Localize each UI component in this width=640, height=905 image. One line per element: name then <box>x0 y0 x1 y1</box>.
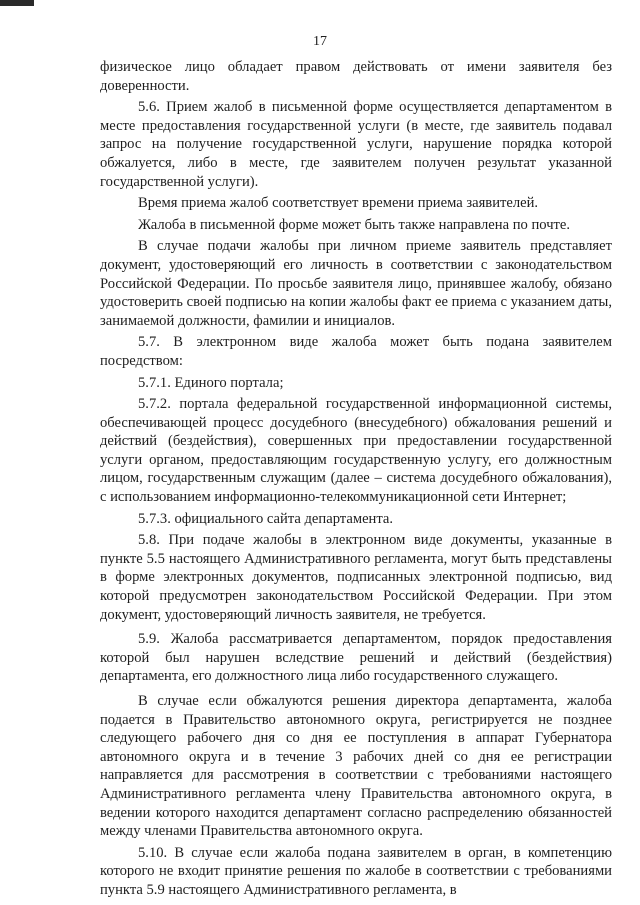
paragraph-5-9: 5.9. Жалоба рассматривается департаментом, порядок предоставления которой был нарушен вследствие решений и действий (бездействия) департамента, его должностного лица либо государственного служащего. <box>100 631 612 685</box>
paragraph-5-10: 5.10. В случае если жалоба подана заявителем в орган, в компетенцию которого не входит принятие решения по жалобе в соответствии с требованиями пункта 5.9 настоящего Административного регламента, в <box>100 844 612 898</box>
document-body <box>100 58 612 903</box>
paragraph-reception-time: Время приема жалоб соответствует времени приема заявителей. <box>138 195 539 212</box>
paragraph-5-7: 5.7. В электронном виде жалоба может быть подана заявителем посредством: <box>100 334 612 369</box>
paragraph-5-7-1: 5.7.1. Единого портала; <box>138 374 284 391</box>
paragraph-5-7-2: 5.7.2. портала федеральной государственной информационной системы, обеспечивающей процесс досудебного (внесудебного) обжалования решений и действий (бездействия), совершенных при предоставлении государственной услуги органом, предоставляющим государственную услугу, его должностным лицом, государственным служащим (далее – система досудебного обжалования), с использованием информационно-телекоммуникационной сети Интернет; <box>100 396 612 506</box>
paragraph-personal-reception: В случае подачи жалобы при личном приеме заявитель представляет документ, удостоверяющий его личность в соответствии с законодательством Российской Федерации. По просьбе заявителя лицо, принявшее жалобу, обязано удостоверить своей подписью на копии жалобы факт ее приема с указанием даты, занимаемой должности, фамилии и инициалов. <box>100 238 612 329</box>
paragraph-postal-complaint: Жалоба в письменной форме может быть также направлена по почте. <box>138 216 571 233</box>
paragraph-director-decisions: В случае если обжалуются решения директора департамента, жалоба подается в Правительство автономного округа, регистрируется не позднее следующего рабочего дня со дня ее поступления в аппарат Губернатора автономного округа и в течение 3 рабочих дней со дня ее регистрации направляется для рассмотрения в соответствии с требованиями настоящего Административного регламента члену Правительства автономного округа, в ведении которого находится департамент согласно распределению обязанностей между членами Правительства автономного округа. <box>100 693 612 840</box>
scan-edge-mark <box>0 0 34 6</box>
paragraph-5-6: 5.6. Прием жалоб в письменной форме осуществляется департаментом в месте предоставления государственной услуги (в месте, где заявитель подавал запрос на получение государственной услуги, нарушение порядка которой обжалуется, либо в месте, где заявителем получен результат указанной государственной услуги). <box>100 99 612 190</box>
paragraph-5-8: 5.8. При подаче жалобы в электронном виде документы, указанные в пункте 5.5 настоящего Административного регламента, могут быть представлены в форме электронных документов, подписанных электронной подписью, вид которой предусмотрен законодательством Российской Федерации. При этом документ, удостоверяющий личность заявителя, не требуется. <box>100 532 612 623</box>
page-number: 17 <box>313 34 327 49</box>
paragraph-5-7-3: 5.7.3. официального сайта департамента. <box>138 510 394 527</box>
paragraph-continuation: физическое лицо обладает правом действовать от имени заявителя без доверенности. <box>100 59 612 94</box>
